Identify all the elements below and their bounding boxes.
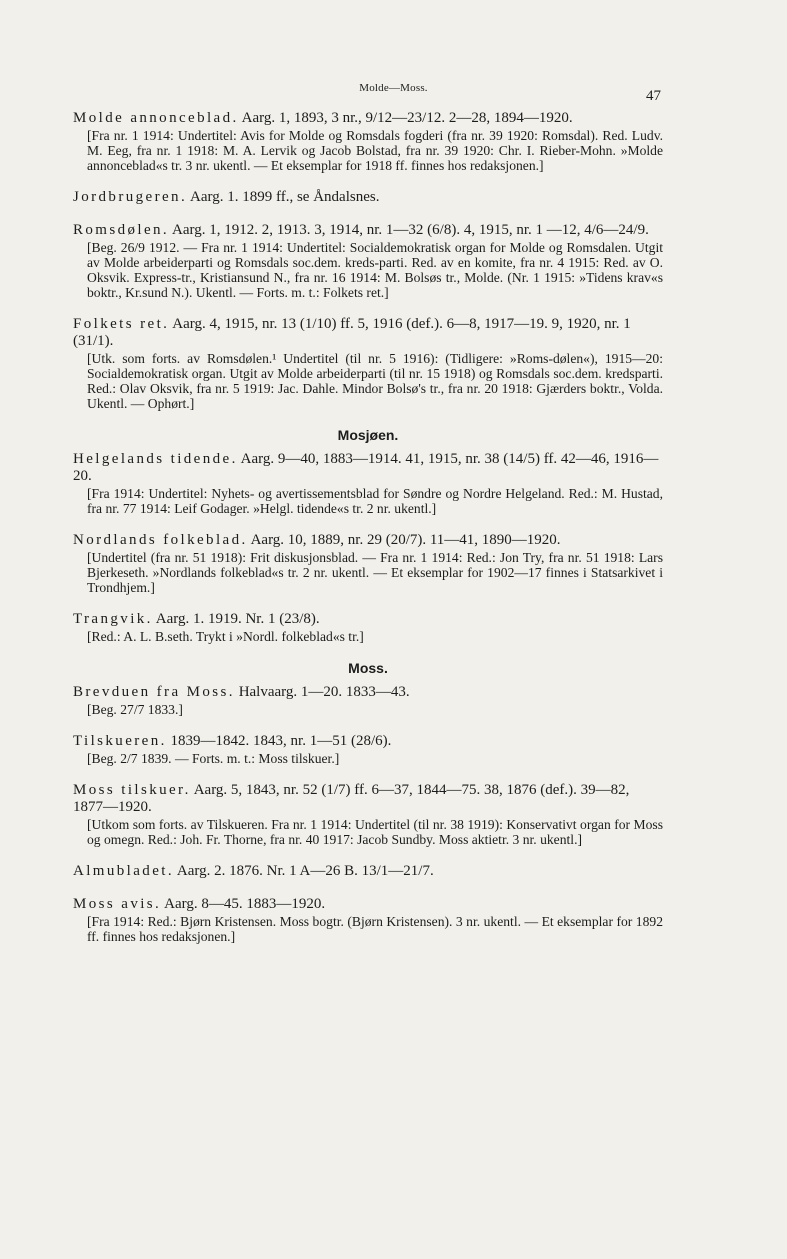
entry-brevduen-fra-moss	[73, 684, 663, 717]
entry-body: [Beg. 26/9 1912. — Fra nr. 1 1914: Undertitel: Socialdemokratisk organ for Molde og Romsdalen. Utgit av Molde arbeiderparti og Romsdals soc.dem. kreds-parti. Red. av en komite, fra nr. 4 1915: Red. av O. Oksvik. Express-tr., Kristiansund N., fra nr. 16 1914: M. Bolsøs tr., Molde. (Nr. 1 1915: »Tidens krav«s boktr., Kr.sund N.). Ukentl. — Forts. m. t.: Folkets ret.]	[87, 240, 663, 300]
entry-name: Nordlands folkeblad.	[73, 532, 248, 548]
entry-details: Aarg. 5, 1843, nr. 52 (1/7) ff. 6—37, 1844—75. 38, 1876 (def.). 39—82, 1877—1920.	[73, 782, 630, 815]
entry-body: [Fra 1914: Red.: Bjørn Kristensen. Moss bogtr. (Bjørn Kristensen). 3 nr. ukentl. — Et eksemplar for 1892 ff. finnes hos redaksjonen.]	[87, 914, 663, 944]
entry-details: Aarg. 10, 1889, nr. 29 (20/7). 11—41, 1890—1920.	[250, 532, 561, 548]
entry-moss-tilskuer	[73, 782, 663, 847]
entry-name: Tilskueren.	[73, 733, 167, 749]
entry-name: Jordbrugeren.	[73, 189, 188, 205]
entry-details: 1839—1842. 1843, nr. 1—51 (28/6).	[170, 733, 392, 749]
entry-body: [Utk. som forts. av Romsdølen.¹ Undertitel (til nr. 5 1916): (Tidligere: »Roms-dølen«), 1915—20: Socialdemokratisk organ. Utgit av Molde arbeiderparti (til nr. 15 1918) og Romsdals soc.dem. kredsparti. Red.: Olav Oksvik, fra nr. 5 1919: Jac. Dahle. Mindor Bolsø's tr., fra nr. 20 1918: Gjærders boktr., Volda. Ukentl. — Ophørt.]	[87, 351, 663, 411]
entry-name: Molde annonceblad.	[73, 110, 239, 126]
entry-body: [Beg. 27/7 1833.]	[87, 702, 183, 717]
entry-head	[73, 733, 663, 750]
entry-name: Folkets ret.	[73, 316, 170, 332]
entry-details: Aarg. 9—40, 1883—1914. 41, 1915, nr. 38 (14/5) ff. 42—46, 1916—20.	[73, 451, 659, 484]
section-title: Moss.	[348, 660, 388, 676]
section-molde	[73, 110, 663, 411]
entry-body: [Beg. 2/7 1839. — Forts. m. t.: Moss tilskuer.]	[87, 751, 340, 766]
entry-head	[73, 222, 663, 239]
entry-body: [Undertitel (fra nr. 51 1918): Frit diskusjonsblad. — Fra nr. 1 1914: Red.: Jon Try, fra nr. 51 1918: Lars Bjerkeseth. »Nordlands folkeblad«s tr. 2 nr. ukentl. — Et eksemplar for 1902—17 finnes i Statsarkivet i Trondhjem.]	[87, 550, 663, 595]
entry-head	[73, 611, 663, 628]
entry-head	[73, 451, 663, 485]
entry-name: Moss tilskuer.	[73, 782, 191, 798]
entry-name: Brevduen fra Moss.	[73, 684, 235, 700]
entry-folkets-ret	[73, 316, 663, 411]
entry-name: Moss avis.	[73, 896, 162, 912]
entry-moss-avis	[73, 896, 663, 944]
entry-almubladet	[73, 863, 663, 880]
entry-details: Aarg. 1, 1912. 2, 1913. 3, 1914, nr. 1—32 (6/8). 4, 1915, nr. 1 —12, 4/6—24/9.	[172, 222, 649, 238]
entry-head	[73, 896, 663, 913]
entry-tilskueren	[73, 733, 663, 766]
entry-name: Helgelands tidende.	[73, 451, 238, 467]
entry-molde-annonceblad	[73, 110, 663, 173]
entry-romsdolen	[73, 222, 663, 300]
entry-jordbrugeren	[73, 189, 663, 206]
entry-details: Aarg. 2. 1876. Nr. 1 A—26 B. 13/1—21/7.	[176, 863, 434, 879]
entry-body: [Fra nr. 1 1914: Undertitel: Avis for Molde og Romsdals fogderi (fra nr. 39 1920: Romsdal). Red. Ludv. M. Eeg, fra nr. 1 1918: M. A. Lervik og Jacob Bolstad, fra nr. 39 1920: Chr. I. Rieber-Mohn. »Molde annonceblad«s tr. 3 nr. ukentl. — Et eksemplar for 1918 ff. finnes hos redaksjonen.]	[87, 128, 663, 173]
entry-details: Aarg. 8—45. 1883—1920.	[164, 896, 326, 912]
entry-nordlands-folkeblad	[73, 532, 663, 595]
entry-body: [Utkom som forts. av Tilskueren. Fra nr. 1 1914: Undertitel (til nr. 38 1919): Konservativt organ for Moss og omegn. Red.: Joh. Fr. Thorne, fra nr. 40 1917: Jacob Sundby. Moss aktietr. 3 nr. ukentl.]	[87, 817, 663, 847]
entry-head	[73, 189, 663, 206]
entry-name: Romsdølen.	[73, 222, 170, 238]
entry-body: [Red.: A. L. B.seth. Trykt i »Nordl. folkeblad«s tr.]	[87, 629, 364, 644]
entry-details: Aarg. 1. 1899 ff., se Åndalsnes.	[190, 189, 380, 205]
section-title: Mosjøen.	[337, 427, 399, 443]
entry-head	[73, 316, 663, 350]
entry-body: [Fra 1914: Undertitel: Nyhets- og avertissementsblad for Søndre og Nordre Helgeland. Red.: M. Hustad, fra nr. 77 1914: Leif Godager. »Helgl. tidende«s tr. 2 nr. ukentl.]	[87, 486, 663, 516]
page-content	[73, 110, 663, 960]
entry-name: Trangvik.	[73, 611, 153, 627]
entry-head	[73, 110, 663, 127]
page-number: 47	[646, 88, 661, 104]
section-mosjoen	[73, 427, 663, 644]
entry-trangvik	[73, 611, 663, 644]
entry-details: Aarg. 1, 1893, 3 nr., 9/12—23/12. 2—28, 1894—1920.	[241, 110, 573, 126]
entry-head	[73, 782, 663, 816]
entry-details: Aarg. 1. 1919. Nr. 1 (23/8).	[155, 611, 320, 627]
running-head: Molde—Moss.	[359, 82, 428, 94]
entry-name: Almubladet.	[73, 863, 174, 879]
entry-head	[73, 863, 663, 880]
entry-head	[73, 532, 663, 549]
section-moss	[73, 660, 663, 944]
entry-head	[73, 684, 663, 701]
entry-details: Halvaarg. 1—20. 1833—43.	[238, 684, 410, 700]
entry-details: Aarg. 4, 1915, nr. 13 (1/10) ff. 5, 1916 (def.). 6—8, 1917—19. 9, 1920, nr. 1 (31/1).	[73, 316, 631, 349]
entry-helgelands-tidende	[73, 451, 663, 516]
